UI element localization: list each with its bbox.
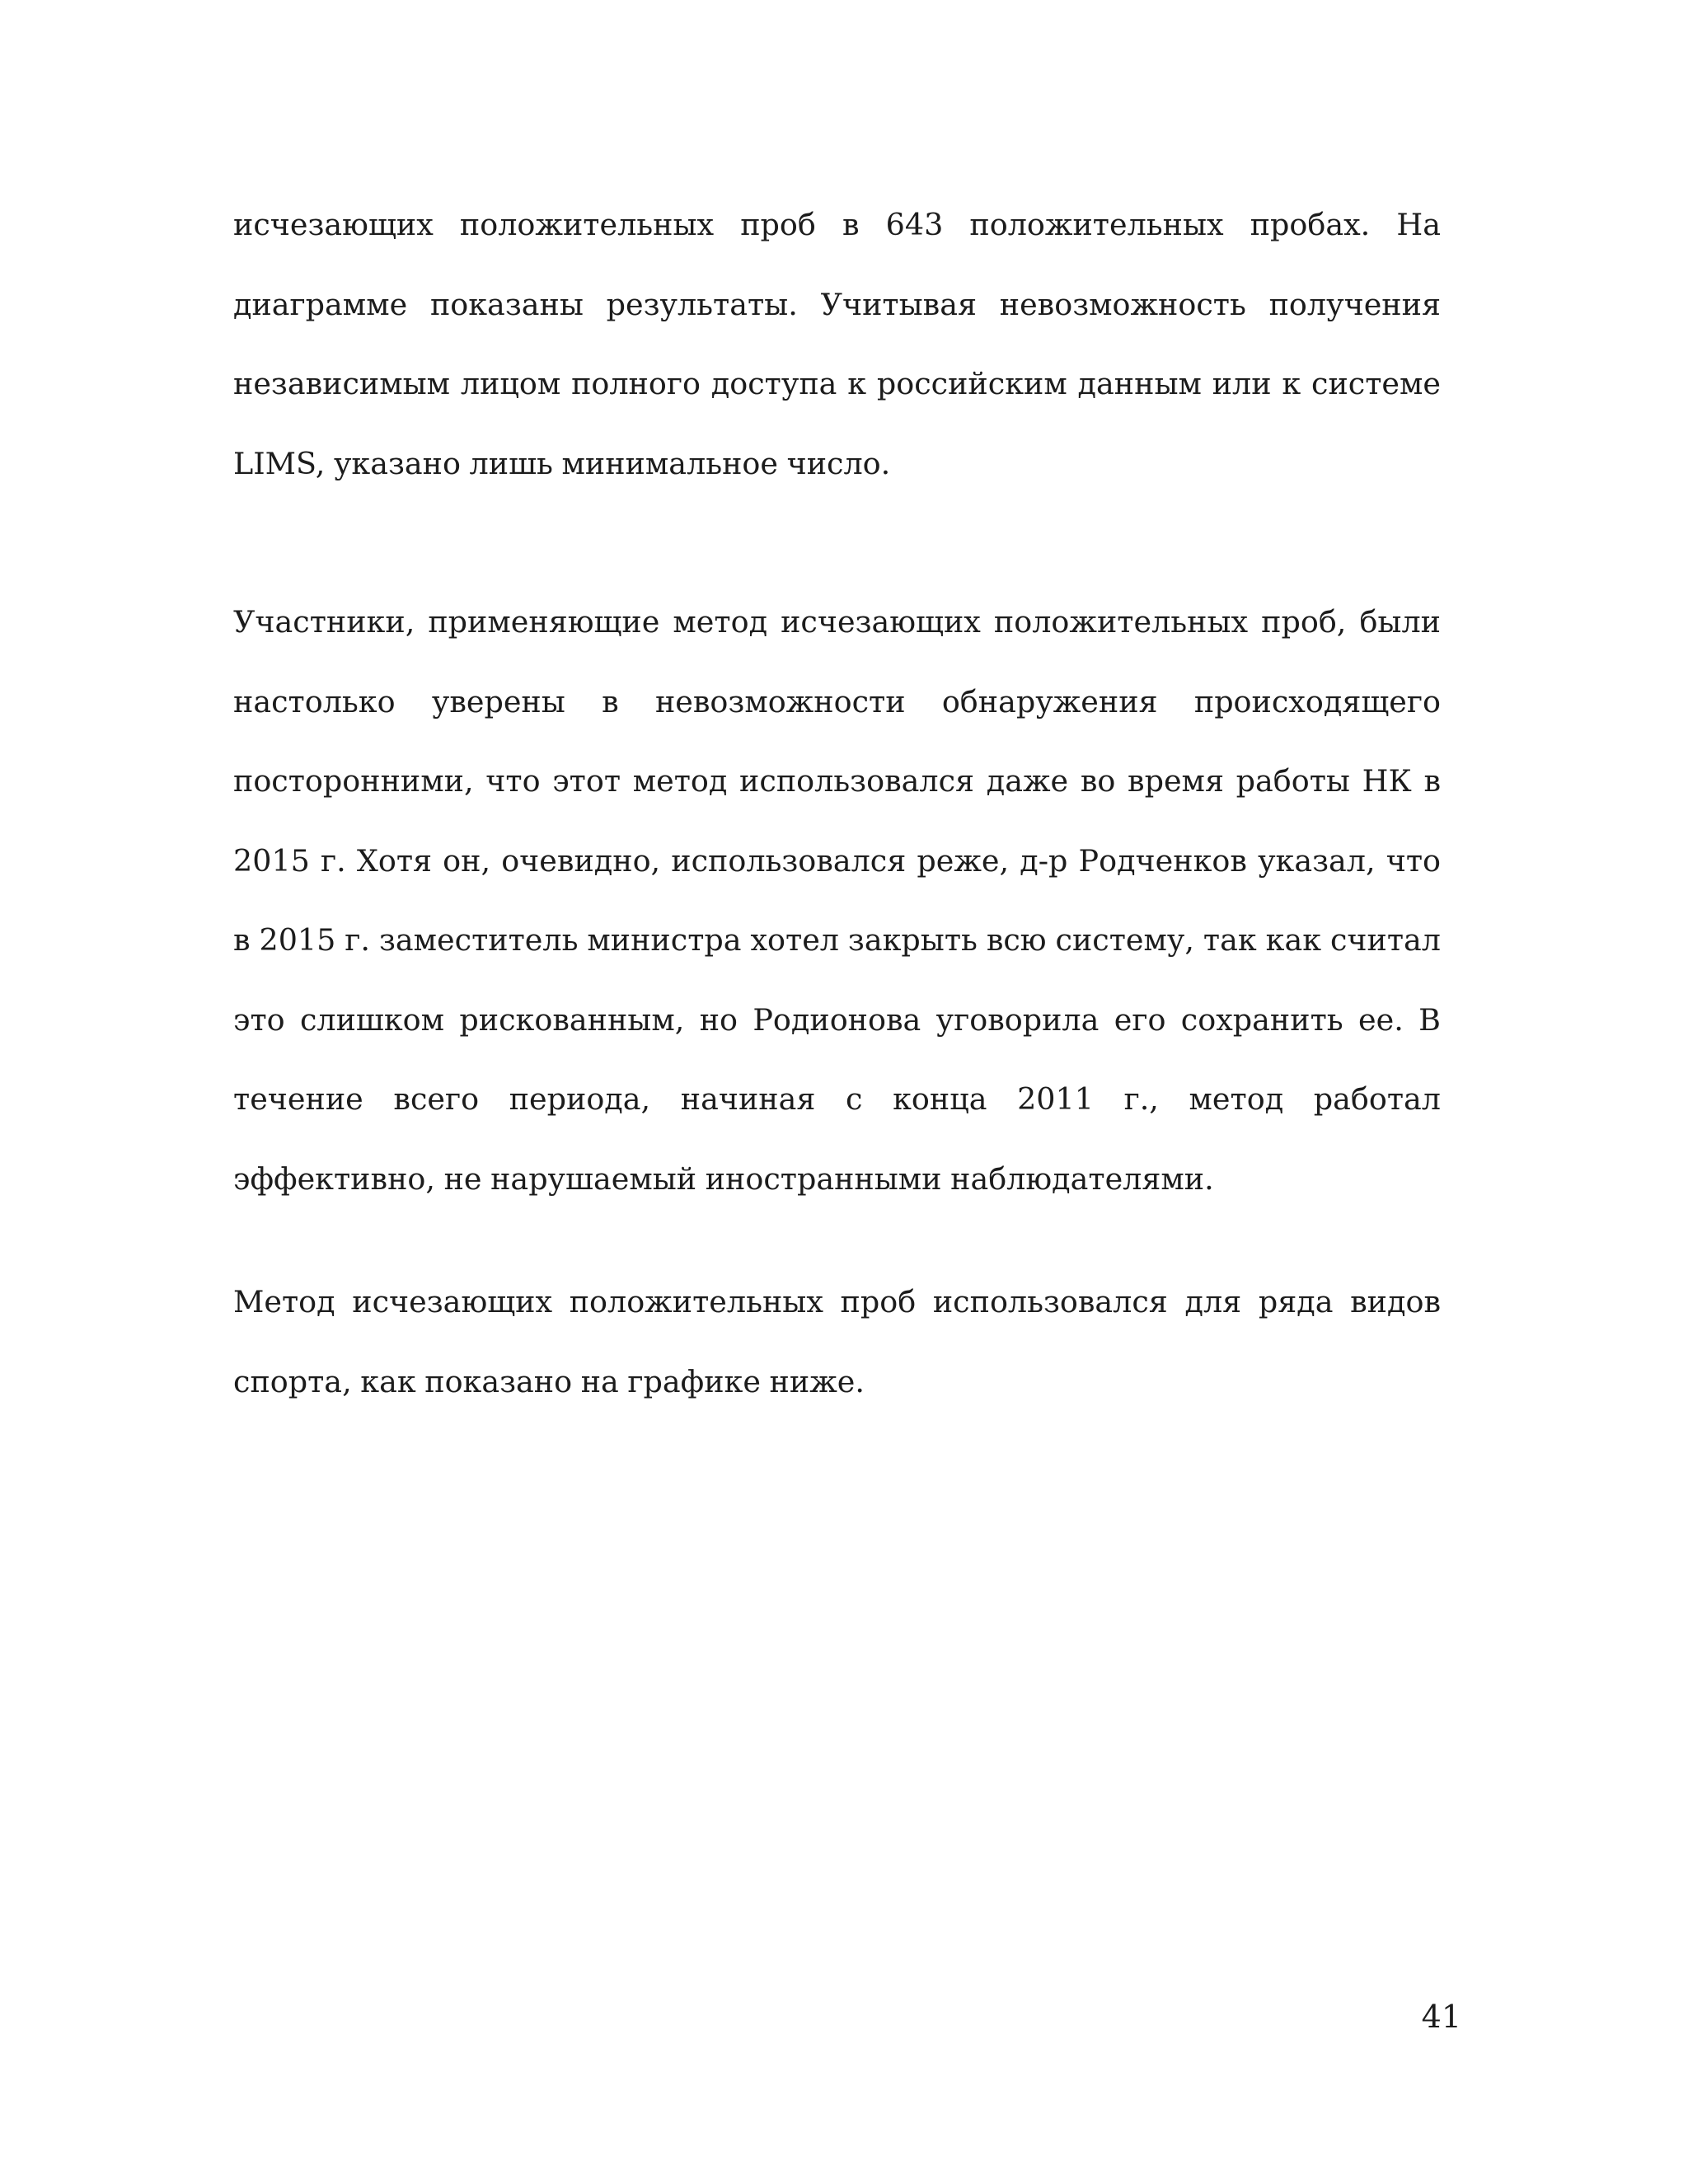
- paragraph-3: Метод исчезающих положительных проб использовался для ряда видов спорта, как показано на графике ниже.: [233, 1284, 1441, 1399]
- paragraph-2: Участники, применяющие метод исчезающих положительных проб, были настолько уверены в невозможности обнаружения происходящего посторонними, что этот метод использовался даже во время работы НК в 2015 г. Хотя он, очевидно, использовался реже, д-р Родченков указал, что в 2015 г. заместитель министра хотел закрыть всю систему, так как считал это слишком рискованным, но Родионова уговорила его сохранить ее. В течение всего периода, начиная с конца 2011 г., метод работал эффективно, не нарушаемый иностранными наблюдателями.: [233, 604, 1441, 1197]
- paragraph-1: исчезающих положительных проб в 643 положительных пробах. На диаграмме показаны результаты. Учитывая невозможность получения независимым лицом полного доступа к российским данным или к системе LIMS, указано лишь минимальное число.: [233, 207, 1441, 481]
- page-number: 41: [1421, 1999, 1461, 2035]
- body-text: [233, 185, 1441, 1422]
